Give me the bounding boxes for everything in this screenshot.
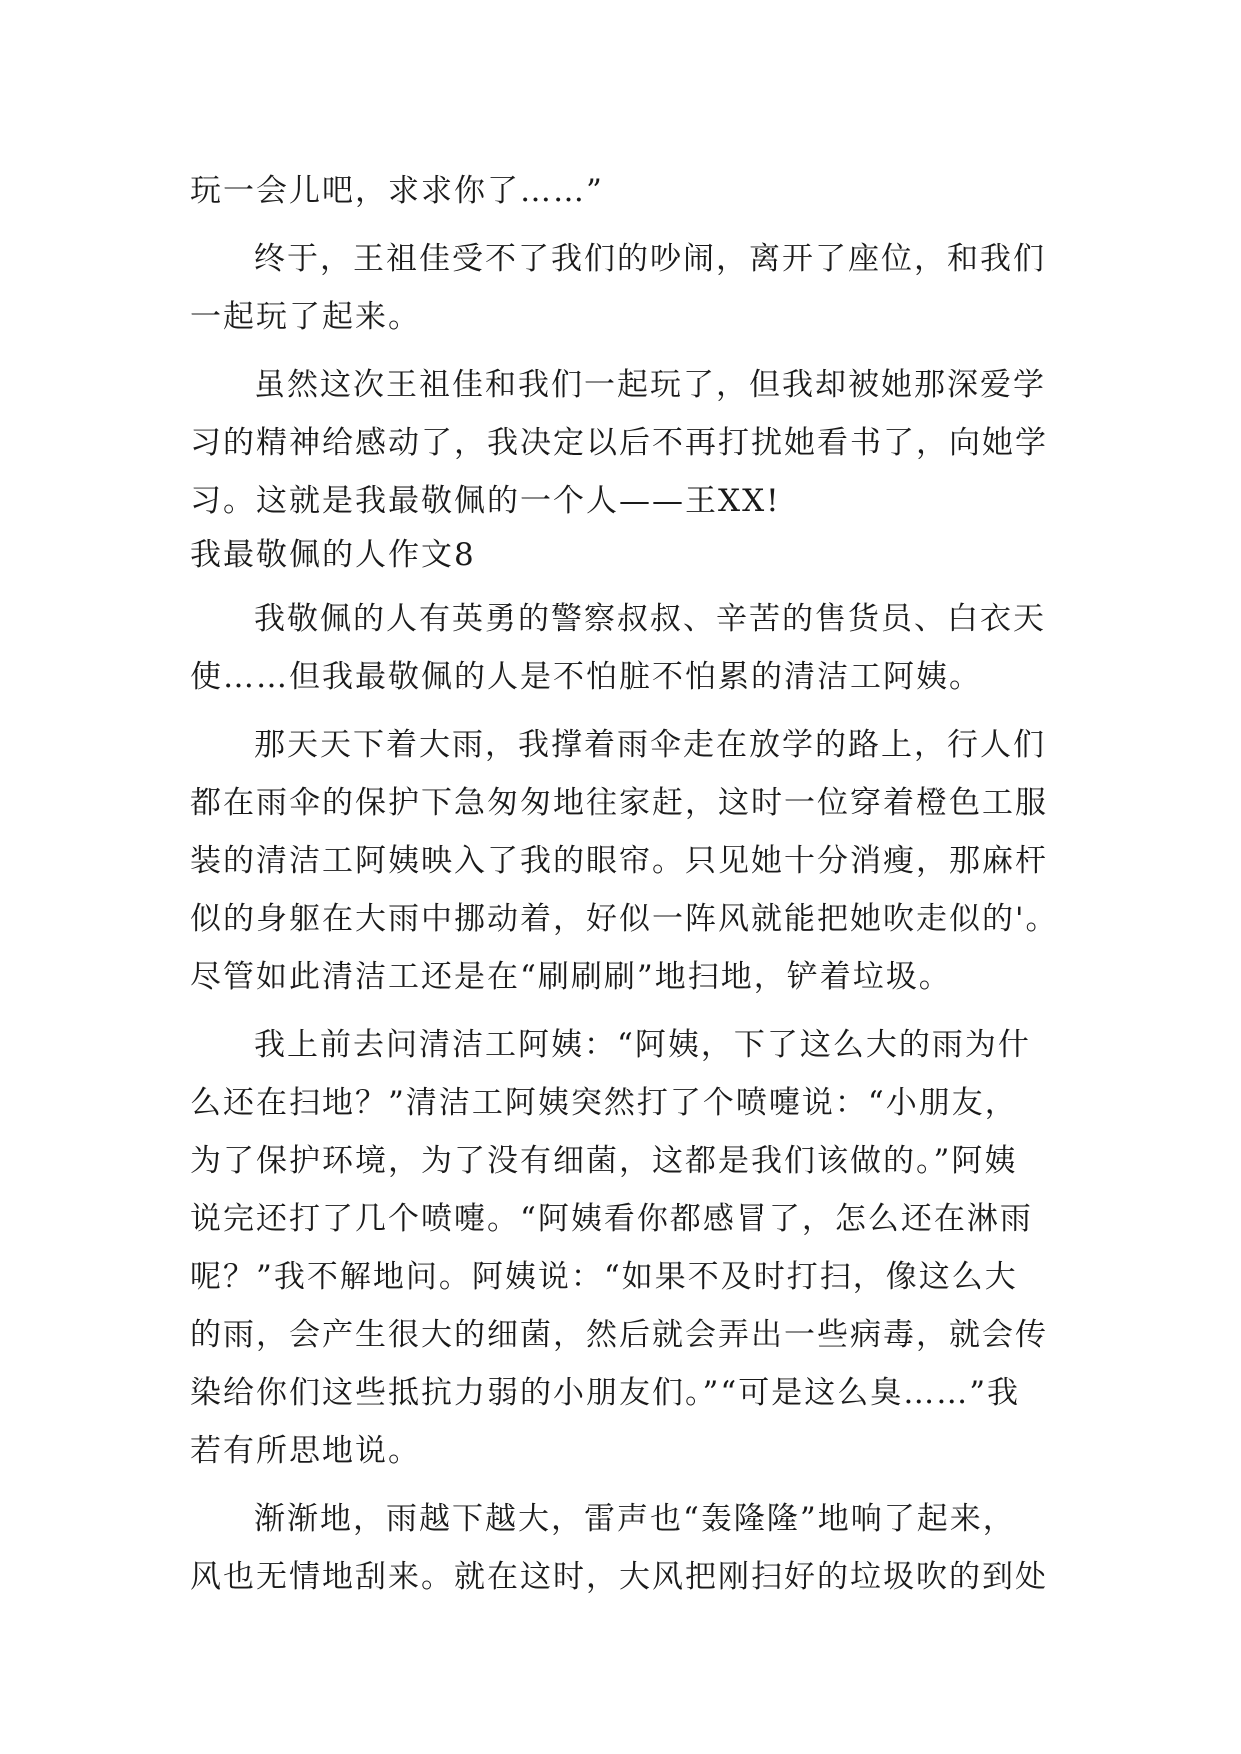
text-line: 风也无情地刮来。就在这时，大风把刚扫好的垃圾吹的到处 (190, 1559, 1048, 1595)
text-line: 一起玩了起来。 (190, 299, 421, 335)
text-line: 的雨，会产生很大的细菌，然后就会弄出一些病毒，就会传 (190, 1317, 1048, 1353)
paragraph-plea-end (190, 162, 1050, 220)
paragraph-conversation (190, 1016, 1050, 1480)
paragraph-rainy-day (190, 716, 1059, 1006)
text-line: 装的清洁工阿姨映入了我的眼帘。只见她十分消瘦，那麻杆 (190, 843, 1048, 879)
text-line: 尽管如此清洁工还是在“刷刷刷”地扫地，铲着垃圾。 (190, 959, 952, 995)
text-line: 都在雨伞的保护下急匆匆地往家赶，这时一位穿着橙色工服 (190, 785, 1048, 821)
paragraph-finally-played (190, 230, 1050, 346)
text-line: 玩一会儿吧，求求你了……” (190, 173, 604, 209)
document-page (190, 162, 1059, 1606)
text-line: 说完还打了几个喷嚏。“阿姨看你都感冒了，怎么还在淋雨 (190, 1201, 1033, 1237)
text-line: 么还在扫地？”清洁工阿姨突然打了个喷嚏说：“小朋友， (190, 1085, 1018, 1121)
text-line: 若有所思地说。 (190, 1433, 421, 1469)
text-line: 那天天下着大雨，我撑着雨伞走在放学的路上，行人们 (254, 727, 1046, 763)
text-line: 习的精神给感动了，我决定以后不再打扰她看书了，向她学 (190, 425, 1048, 461)
paragraph-admiration (190, 356, 1050, 530)
paragraph-storm (190, 1490, 1050, 1606)
text-line: 习。这就是我最敬佩的一个人——王XX! (190, 483, 781, 519)
text-line: 为了保护环境，为了没有细菌，这都是我们该做的。”阿姨 (190, 1143, 1018, 1179)
text-line: 渐渐地，雨越下越大，雷声也“轰隆隆”地响了起来， (254, 1501, 1016, 1537)
text-line: 似的身躯在大雨中挪动着，好似一阵风就能把她吹走似的'。 (190, 901, 1059, 937)
text-line: 我上前去问清洁工阿姨：“阿姨，下了这么大的雨为什 (254, 1027, 1031, 1063)
text-line: 终于，王祖佳受不了我们的吵闹，离开了座位，和我们 (254, 241, 1046, 277)
text-line: 使……但我最敬佩的人是不怕脏不怕累的清洁工阿姨。 (190, 659, 982, 695)
section-title: 我最敬佩的人作文8 (190, 537, 476, 573)
text-line: 呢？”我不解地问。阿姨说：“如果不及时打扫，像这么大 (190, 1259, 1018, 1295)
paragraph-intro (190, 590, 1050, 706)
text-line: 我敬佩的人有英勇的警察叔叔、辛苦的售货员、白衣天 (254, 601, 1046, 637)
text-line: 虽然这次王祖佳和我们一起玩了，但我却被她那深爱学 (254, 367, 1046, 403)
text-line: 染给你们这些抵抗力弱的小朋友们。”“可是这么臭……”我 (190, 1375, 1021, 1411)
